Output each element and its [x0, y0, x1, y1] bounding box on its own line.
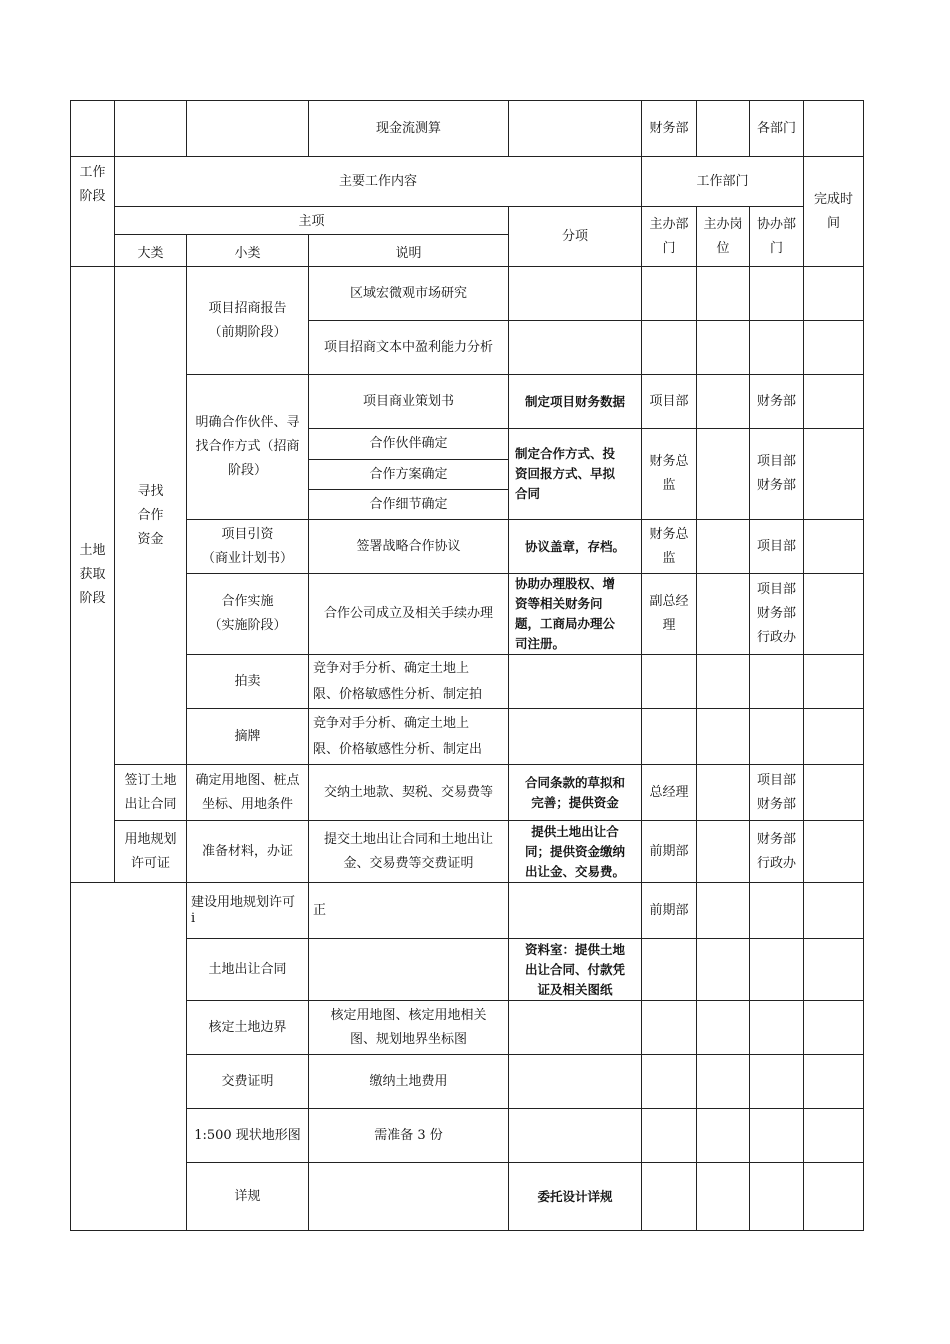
lead-post-cell — [697, 1163, 750, 1231]
table-row — [71, 520, 864, 574]
header-main-content: 主要工作内容 — [115, 157, 642, 207]
desc-cell: 签署战略合作协议 — [309, 520, 509, 574]
finance-dept-cell: 财务部 — [642, 101, 697, 157]
minor-cell: 项目引资 （商业计划书） — [187, 520, 309, 574]
lead-dept-cell: 总经理 — [642, 765, 697, 821]
desc-cell: 需准备 3 份 — [309, 1109, 509, 1163]
sub-cell — [509, 1109, 642, 1163]
lead-dept-cell — [642, 321, 697, 375]
finish-time-cell — [804, 765, 864, 821]
minor-cell: 明确合作伙伴、寻 找合作方式（招商 阶段） — [187, 375, 309, 520]
lead-dept-cell: 前期部 — [642, 883, 697, 939]
desc-cell: 缴纳土地费用 — [309, 1055, 509, 1109]
sub-cell — [509, 655, 642, 709]
finish-time-cell — [804, 267, 864, 321]
desc-cell — [309, 1163, 509, 1231]
sub-cell — [509, 1055, 642, 1109]
sub-cell: 协议盖章，存档。 — [509, 520, 642, 574]
lead-post-cell — [697, 520, 750, 574]
desc-cell: 项目商业策划书 — [309, 375, 509, 429]
lead-post-cell — [697, 709, 750, 765]
sub-cell — [509, 709, 642, 765]
assist-dept-cell — [750, 1055, 804, 1109]
sub-cell: 提供土地出让合 同；提供资金缴纳 出让金、交易费。 — [509, 821, 642, 883]
desc-cell: 交纳土地款、契税、交易费等 — [309, 765, 509, 821]
table-row — [71, 883, 864, 939]
cell-empty — [71, 101, 115, 157]
finish-time-cell — [804, 655, 864, 709]
assist-dept-cell — [750, 267, 804, 321]
assist-dept-cell: 财务部 — [750, 375, 804, 429]
desc-cell: 核定用地图、核定用地相关 图、规划地界坐标图 — [309, 1001, 509, 1055]
lead-dept-cell — [642, 1055, 697, 1109]
assist-dept-cell — [750, 939, 804, 1001]
desc-cell-split — [309, 429, 509, 520]
finish-time-cell — [804, 1109, 864, 1163]
minor-cell: 摘牌 — [187, 709, 309, 765]
cell-empty — [71, 883, 187, 1231]
finish-time-cell — [804, 821, 864, 883]
finish-time-cell — [804, 883, 864, 939]
header-stage: 工作 阶段 — [71, 157, 115, 267]
table-row — [71, 821, 864, 883]
header-work-dept: 工作部门 — [642, 157, 804, 207]
assist-dept-cell: 项目部 财务部 — [750, 429, 804, 520]
header-main-item: 主项 — [115, 207, 509, 235]
lead-dept-cell — [642, 939, 697, 1001]
minor-cell: 确定用地图、桩点 坐标、用地条件 — [187, 765, 309, 821]
desc-cell: 正 — [309, 883, 509, 939]
finish-time-cell — [804, 939, 864, 1001]
category-funding-cell: 寻找 合作 资金 — [115, 267, 187, 765]
desc-detail: 合作细节确定 — [309, 489, 508, 519]
assist-dept-cell — [750, 655, 804, 709]
header-assist-dept: 协办部 门 — [750, 207, 804, 267]
table-row — [71, 1109, 864, 1163]
header-major: 大类 — [115, 235, 187, 267]
assist-dept-cell — [750, 321, 804, 375]
header-row — [71, 207, 864, 235]
table-row — [71, 1055, 864, 1109]
sub-cell: 委托设计详规 — [509, 1163, 642, 1231]
desc-cell: 合作公司成立及相关手续办理 — [309, 574, 509, 655]
minor-cell: 1:500 现状地形图 — [187, 1109, 309, 1163]
lead-post-cell — [697, 1109, 750, 1163]
assist-dept-cell — [750, 1001, 804, 1055]
lead-dept-cell — [642, 1109, 697, 1163]
category-permit-cell: 用地规划 许可证 — [115, 821, 187, 883]
document-table-wrapper — [70, 100, 864, 1231]
desc-plan: 合作方案确定 — [309, 459, 508, 489]
desc-cell: 项目招商文本中盈利能力分析 — [309, 321, 509, 375]
minor-cell: 合作实施 （实施阶段） — [187, 574, 309, 655]
desc-partner: 合作伙伴确定 — [369, 436, 448, 451]
lead-dept-cell: 项目部 — [642, 375, 697, 429]
lead-dept-cell: 财务总 监 — [642, 520, 697, 574]
category-contract-cell: 签订土地 出让合同 — [115, 765, 187, 821]
table-row — [71, 574, 864, 655]
lead-dept-cell: 财务总 监 — [642, 429, 697, 520]
finish-time-cell — [804, 375, 864, 429]
minor-cell: 交费证明 — [187, 1055, 309, 1109]
header-lead-dept: 主办部 门 — [642, 207, 697, 267]
sub-cell: 制定项目财务数据 — [509, 375, 642, 429]
sub-cell — [509, 267, 642, 321]
table-row — [71, 765, 864, 821]
table-row — [71, 267, 864, 321]
lead-post-cell — [697, 321, 750, 375]
lead-post-cell — [697, 1001, 750, 1055]
assist-dept-cell: 项目部 财务部 行政办 — [750, 574, 804, 655]
minor-cell: 拍卖 — [187, 655, 309, 709]
sub-cell: 制定合作方式、投 资回报方式、早拟 合同 — [509, 429, 642, 520]
lead-post-cell — [697, 821, 750, 883]
table-row — [71, 655, 864, 709]
cell-empty — [697, 101, 750, 157]
assist-dept-cell: 项目部 — [750, 520, 804, 574]
lead-dept-cell — [642, 267, 697, 321]
cashflow-cell: 现金流测算 — [309, 101, 509, 157]
cell-empty — [187, 101, 309, 157]
lead-post-cell — [697, 765, 750, 821]
header-row — [71, 157, 864, 207]
lead-post-cell — [697, 375, 750, 429]
finish-time-cell — [804, 1163, 864, 1231]
lead-post-cell — [697, 267, 750, 321]
cell-empty — [509, 101, 642, 157]
lead-dept-cell — [642, 655, 697, 709]
lead-dept-cell — [642, 709, 697, 765]
header-lead-post: 主办岗 位 — [697, 207, 750, 267]
lead-post-cell — [697, 939, 750, 1001]
table-row — [71, 1163, 864, 1231]
minor-cell: 项目招商报告 （前期阶段） — [187, 267, 309, 375]
assist-dept-cell: 项目部 财务部 — [750, 765, 804, 821]
lead-post-cell — [697, 883, 750, 939]
finish-time-cell — [804, 1055, 864, 1109]
header-finish-time: 完成时 间 — [804, 157, 864, 267]
lead-post-cell — [697, 655, 750, 709]
lead-dept-cell — [642, 1163, 697, 1231]
finish-time-cell — [804, 1001, 864, 1055]
assist-dept-cell — [750, 883, 804, 939]
minor-cell: 准备材料，办证 — [187, 821, 309, 883]
finish-time-cell — [804, 321, 864, 375]
table-row — [71, 101, 864, 157]
all-depts-cell: 各部门 — [750, 101, 804, 157]
lead-dept-cell — [642, 1001, 697, 1055]
table-row — [71, 375, 864, 429]
lead-post-cell — [697, 1055, 750, 1109]
minor-cell: 核定土地边界 — [187, 1001, 309, 1055]
assist-dept-cell: 财务部 行政办 — [750, 821, 804, 883]
desc-cell: 提交土地出让合同和土地出让 金、交易费等交费证明 — [309, 821, 509, 883]
assist-dept-cell — [750, 709, 804, 765]
lead-post-cell — [697, 574, 750, 655]
minor-cell: 详规 — [187, 1163, 309, 1231]
sub-cell — [509, 321, 642, 375]
desc-cell: 区域宏微观市场研究 — [309, 267, 509, 321]
finish-time-cell — [804, 709, 864, 765]
desc-cell: 竞争对手分析、确定土地上 限、价格敏感性分析、制定出 — [309, 709, 509, 765]
lead-post-cell — [697, 429, 750, 520]
cell-empty — [115, 101, 187, 157]
table-row — [71, 939, 864, 1001]
header-sub-item: 分项 — [509, 207, 642, 267]
header-desc: 说明 — [309, 235, 509, 267]
desc-cell: 竞争对手分析、确定土地上 限、价格敏感性分析、制定拍 — [309, 655, 509, 709]
assist-dept-cell — [750, 1163, 804, 1231]
sub-cell — [509, 883, 642, 939]
minor-cell: 土地出让合同 — [187, 939, 309, 1001]
assist-dept-cell — [750, 1109, 804, 1163]
stage-land-cell: 土地 获取 阶段 — [71, 267, 115, 883]
sub-cell: 协助办理股权、增 资等相关财务问 题，工商局办理公 司注册。 — [509, 574, 642, 655]
finish-time-cell — [804, 574, 864, 655]
finish-time-cell — [804, 429, 864, 520]
desc-cell — [309, 939, 509, 1001]
work-plan-table — [70, 100, 864, 1231]
minor-cell: 建设用地规划许可 i — [187, 883, 309, 939]
lead-dept-cell: 前期部 — [642, 821, 697, 883]
finish-time-cell — [804, 520, 864, 574]
cell-empty — [804, 101, 864, 157]
sub-cell: 合同条款的草拟和 完善；提供资金 — [509, 765, 642, 821]
sub-cell — [509, 1001, 642, 1055]
table-row — [71, 709, 864, 765]
table-row — [71, 1001, 864, 1055]
header-minor: 小类 — [187, 235, 309, 267]
lead-dept-cell: 副总经 理 — [642, 574, 697, 655]
sub-cell: 资料室：提供土地 出让合同、付款凭 证及相关图纸 — [509, 939, 642, 1001]
